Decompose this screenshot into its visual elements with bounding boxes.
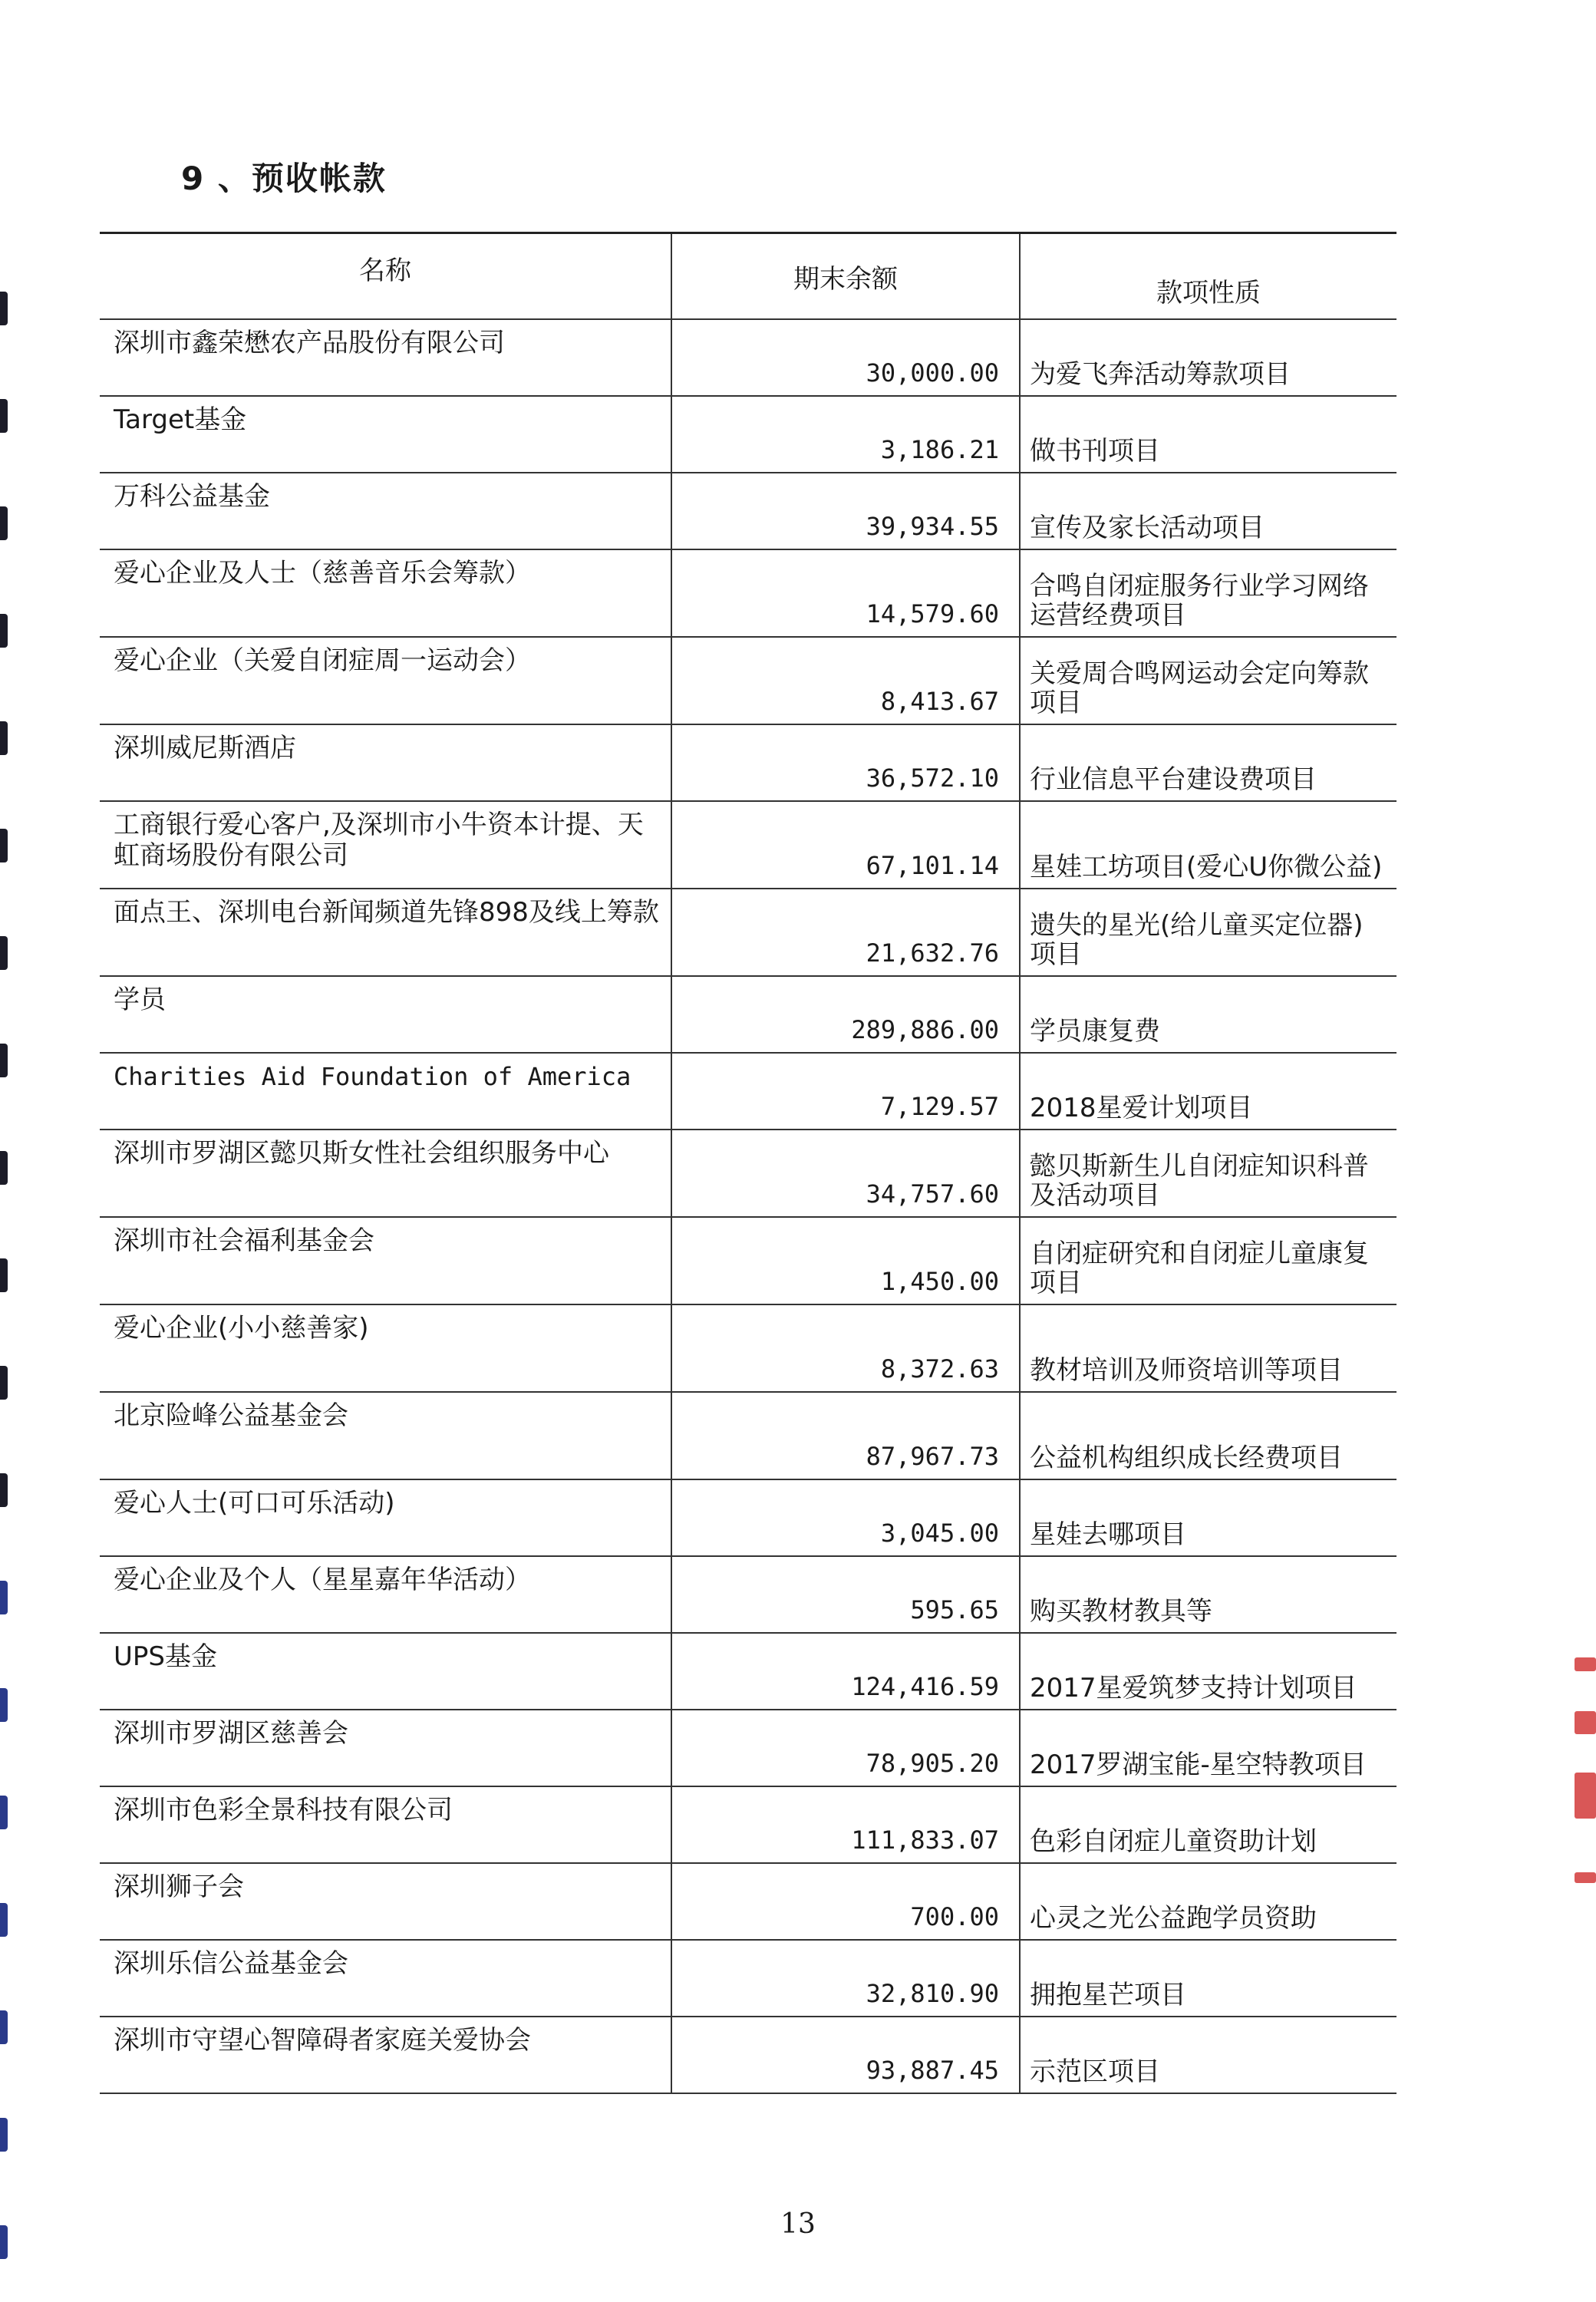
row-amount: 87,967.73 — [671, 1393, 1021, 1479]
table-row — [100, 1710, 1396, 1787]
table-row — [100, 977, 1396, 1054]
row-name: Target基金 — [114, 404, 247, 435]
binding-edge — [0, 0, 46, 2302]
row-nature: 宣传及家长活动项目 — [1030, 513, 1265, 543]
row-name: 深圳市罗湖区慈善会 — [114, 1718, 348, 1749]
row-nature: 色彩自闭症儿童资助计划 — [1030, 1826, 1317, 1857]
table-row — [100, 1557, 1396, 1634]
row-nature: 教材培训及师资培训等项目 — [1030, 1355, 1343, 1386]
row-nature: 2017罗湖宝能-星空特教项目 — [1030, 1750, 1367, 1780]
table-row — [100, 2017, 1396, 2094]
row-nature: 学员康复费 — [1030, 1016, 1160, 1047]
row-name: 深圳市守望心智障碍者家庭关爱协会 — [114, 2025, 531, 2056]
row-nature: 购买教材教具等 — [1030, 1596, 1212, 1627]
binding-hole — [0, 1151, 8, 1185]
row-nature: 为爱飞奔活动筹款项目 — [1030, 359, 1291, 390]
binding-hole — [0, 399, 8, 433]
row-amount: 289,886.00 — [671, 977, 1021, 1052]
stamp-mark — [1575, 1872, 1596, 1883]
advance-receipts-table — [100, 232, 1396, 2094]
header-name: 名称 — [359, 256, 411, 286]
stamp-mark — [1575, 1773, 1596, 1819]
row-name: 万科公益基金 — [114, 481, 270, 512]
row-nature: 自闭症研究和自闭症儿童康复项目 — [1030, 1238, 1369, 1298]
row-amount: 700.00 — [671, 1864, 1021, 1939]
table-row — [100, 1787, 1396, 1864]
row-amount: 8,413.67 — [671, 638, 1021, 724]
binding-hole — [0, 1581, 8, 1614]
binding-hole — [0, 721, 8, 755]
row-amount: 7,129.57 — [671, 1054, 1021, 1129]
row-name: 爱心企业及个人（星星嘉年华活动） — [114, 1565, 531, 1595]
table-row — [100, 1393, 1396, 1480]
row-amount: 39,934.55 — [671, 473, 1021, 549]
binding-hole — [0, 1366, 8, 1400]
row-nature: 行业信息平台建设费项目 — [1030, 764, 1317, 795]
table-header — [100, 234, 1396, 320]
binding-hole — [0, 1903, 8, 1937]
row-amount: 21,632.76 — [671, 889, 1021, 975]
table-row — [100, 1218, 1396, 1305]
row-name: 爱心企业（关爱自闭症周一运动会） — [114, 645, 531, 676]
row-name: 深圳狮子会 — [114, 1872, 244, 1902]
row-amount: 14,579.60 — [671, 550, 1021, 636]
header-nature: 款项性质 — [1156, 278, 1261, 308]
row-amount: 124,416.59 — [671, 1634, 1021, 1709]
row-amount: 93,887.45 — [671, 2017, 1021, 2093]
table-row — [100, 638, 1396, 725]
table-row — [100, 1480, 1396, 1557]
stamp-fragment — [1565, 1642, 1596, 1918]
table-row — [100, 473, 1396, 550]
table-row — [100, 889, 1396, 977]
row-nature: 做书刊项目 — [1030, 436, 1160, 467]
table-row — [100, 1941, 1396, 2017]
section-title: 9 、预收帐款 — [181, 160, 387, 197]
binding-hole — [0, 936, 8, 970]
row-name: 爱心企业(小小慈善家) — [114, 1313, 369, 1344]
row-nature: 星娃去哪项目 — [1030, 1519, 1186, 1550]
row-amount: 3,186.21 — [671, 397, 1021, 472]
binding-hole — [0, 1258, 8, 1292]
page-number: 13 — [780, 2208, 816, 2240]
row-amount: 3,045.00 — [671, 1480, 1021, 1555]
row-name: 爱心企业及人士（慈善音乐会筹款） — [114, 558, 531, 589]
row-amount: 595.65 — [671, 1557, 1021, 1632]
row-name: 工商银行爱心客户,及深圳市小牛资本计提、天虹商场股份有限公司 — [114, 810, 644, 871]
row-name: Charities Aid Foundation of America — [114, 1062, 631, 1091]
row-amount: 36,572.10 — [671, 725, 1021, 800]
row-nature: 星娃工坊项目(爱心U你微公益) — [1030, 852, 1383, 882]
row-amount: 32,810.90 — [671, 1941, 1021, 2016]
row-name: 深圳市罗湖区懿贝斯女性社会组织服务中心 — [114, 1138, 609, 1169]
stamp-mark — [1575, 1657, 1596, 1671]
row-name: 北京险峰公益基金会 — [114, 1400, 348, 1431]
table-row — [100, 725, 1396, 802]
row-name: 深圳市色彩全景科技有限公司 — [114, 1795, 453, 1825]
row-name: 爱心人士(可口可乐活动) — [114, 1488, 395, 1519]
binding-hole — [0, 292, 8, 325]
row-nature: 2018星爱计划项目 — [1030, 1093, 1253, 1123]
row-amount: 67,101.14 — [671, 802, 1021, 888]
binding-hole — [0, 1473, 8, 1507]
binding-hole — [0, 1688, 8, 1722]
table-row — [100, 1634, 1396, 1710]
row-amount: 30,000.00 — [671, 320, 1021, 395]
row-nature: 关爱周合鸣网运动会定向筹款项目 — [1030, 658, 1369, 718]
row-name: 学员 — [114, 984, 166, 1015]
binding-hole — [0, 506, 8, 540]
binding-hole — [0, 2118, 8, 2152]
row-nature: 拥抱星芒项目 — [1030, 1980, 1186, 2010]
row-nature: 合鸣自闭症服务行业学习网络运营经费项目 — [1030, 571, 1369, 631]
row-nature: 示范区项目 — [1030, 2056, 1160, 2087]
row-nature: 心灵之光公益跑学员资助 — [1030, 1903, 1317, 1934]
binding-hole — [0, 2010, 8, 2044]
row-amount: 8,372.63 — [671, 1305, 1021, 1391]
binding-hole — [0, 829, 8, 862]
table-row — [100, 1864, 1396, 1941]
table-row — [100, 397, 1396, 473]
binding-hole — [0, 1044, 8, 1077]
table-row — [100, 802, 1396, 889]
stamp-mark — [1575, 1711, 1596, 1734]
row-nature: 2017星爱筑梦支持计划项目 — [1030, 1673, 1357, 1703]
row-amount: 1,450.00 — [671, 1218, 1021, 1304]
row-name: UPS基金 — [114, 1641, 217, 1672]
row-amount: 34,757.60 — [671, 1130, 1021, 1216]
row-name: 深圳乐信公益基金会 — [114, 1948, 348, 1979]
row-name: 面点王、深圳电台新闻频道先锋898及线上筹款 — [114, 897, 659, 928]
row-amount: 78,905.20 — [671, 1710, 1021, 1786]
row-amount: 111,833.07 — [671, 1787, 1021, 1862]
row-name: 深圳市鑫荣懋农产品股份有限公司 — [114, 328, 505, 358]
row-nature: 懿贝斯新生儿自闭症知识科普及活动项目 — [1030, 1151, 1369, 1211]
table-row — [100, 320, 1396, 397]
table-row — [100, 1054, 1396, 1130]
table-row — [100, 550, 1396, 638]
table-row — [100, 1130, 1396, 1218]
table-row — [100, 1305, 1396, 1393]
row-nature: 公益机构组织成长经费项目 — [1030, 1443, 1343, 1473]
row-name: 深圳市社会福利基金会 — [114, 1225, 374, 1256]
row-name: 深圳威尼斯酒店 — [114, 733, 296, 763]
binding-hole — [0, 614, 8, 648]
header-amount: 期末余额 — [671, 234, 1021, 318]
binding-hole — [0, 1796, 8, 1829]
row-nature: 遗失的星光(给儿童买定位器)项目 — [1030, 910, 1364, 970]
